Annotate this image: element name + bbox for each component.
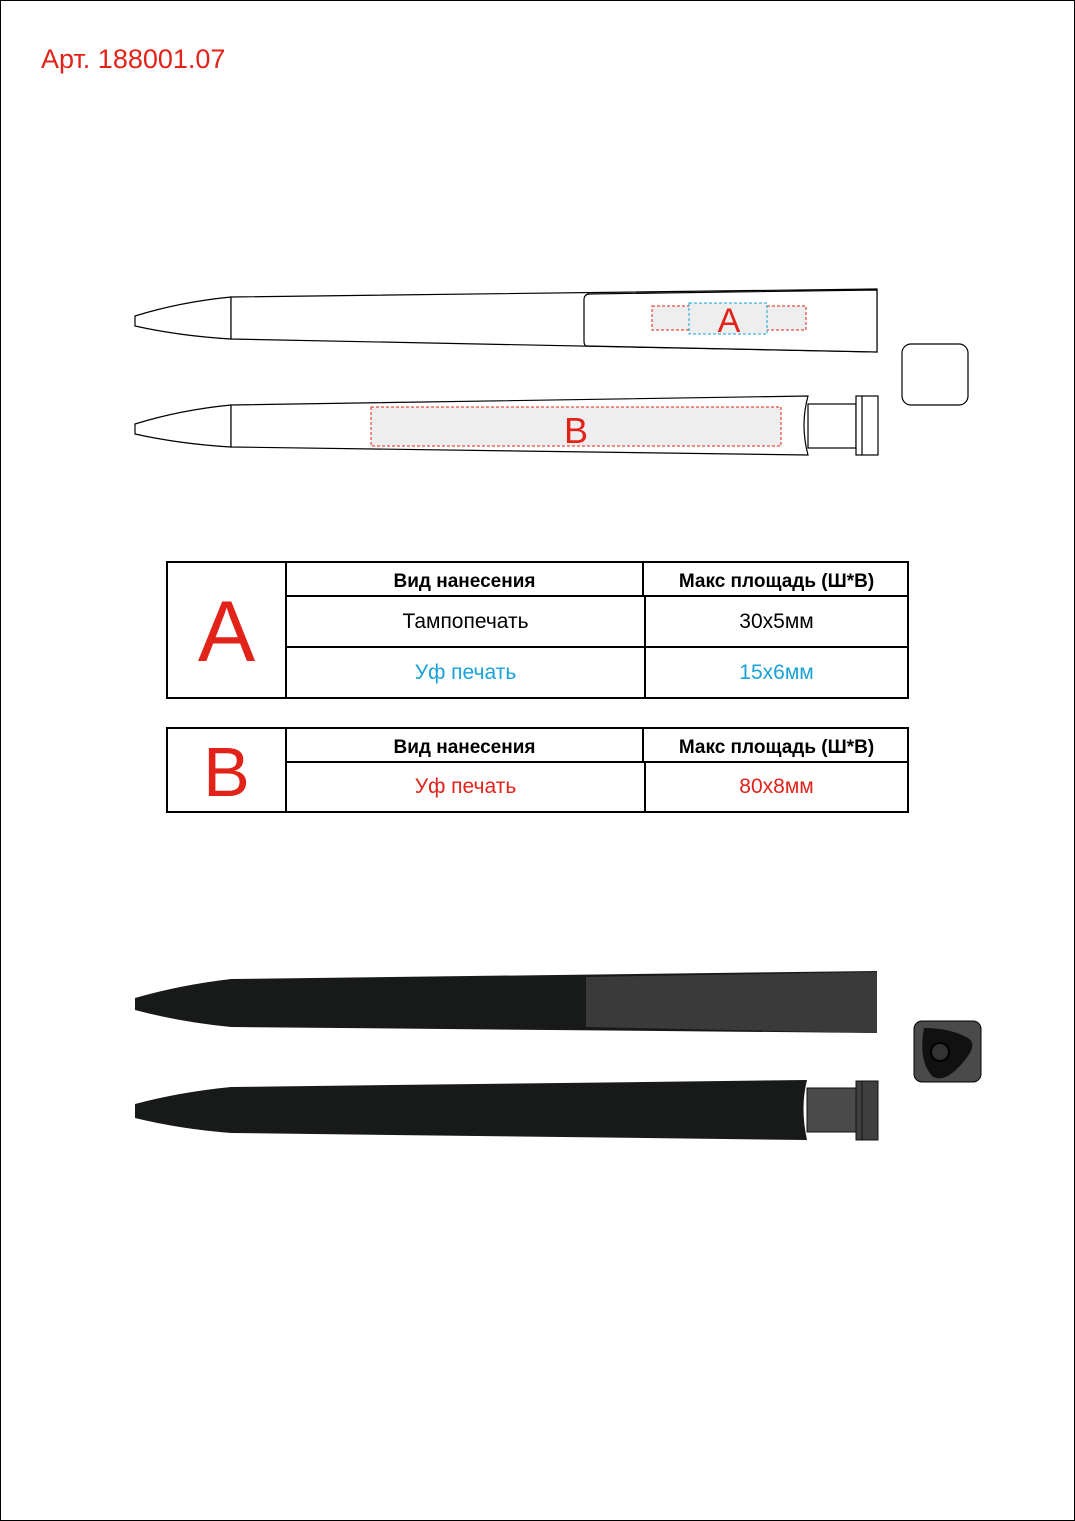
print-table-b: [166, 727, 909, 813]
header-method: Вид нанесения: [287, 563, 644, 595]
zone-b-marker: B: [563, 410, 589, 451]
zone-a-marker: A: [717, 302, 741, 340]
cell-area: 30x5мм: [739, 609, 814, 633]
table-header-row: [287, 729, 907, 763]
table-b-letter: B: [168, 729, 287, 811]
outline-button: [902, 344, 968, 405]
table-b-grid: [287, 729, 907, 811]
table-row: [287, 597, 907, 648]
cell-area: 15x6мм: [739, 660, 814, 684]
black-button: [914, 1021, 981, 1082]
table-row: [287, 648, 907, 697]
header-method: Вид нанесения: [287, 729, 644, 761]
black-pen-top: [135, 971, 877, 1033]
table-a-grid: [287, 563, 907, 697]
cell-method: Уф печать: [287, 763, 646, 811]
header-max-area: Макс площадь (Ш*В): [678, 737, 875, 758]
cell-method: Тампопечать: [287, 597, 646, 646]
table-header-row: [287, 563, 907, 597]
cell-area: 80x8мм: [739, 775, 814, 798]
table-row: [287, 763, 907, 811]
article-number: Арт. 188001.07: [41, 44, 226, 74]
cell-method: Уф печать: [287, 648, 646, 697]
black-pen-side: [135, 1080, 878, 1140]
table-a-letter: A: [168, 563, 287, 697]
header-max-area: Макс площадь (Ш*В): [678, 571, 875, 592]
print-table-a: [166, 561, 909, 699]
